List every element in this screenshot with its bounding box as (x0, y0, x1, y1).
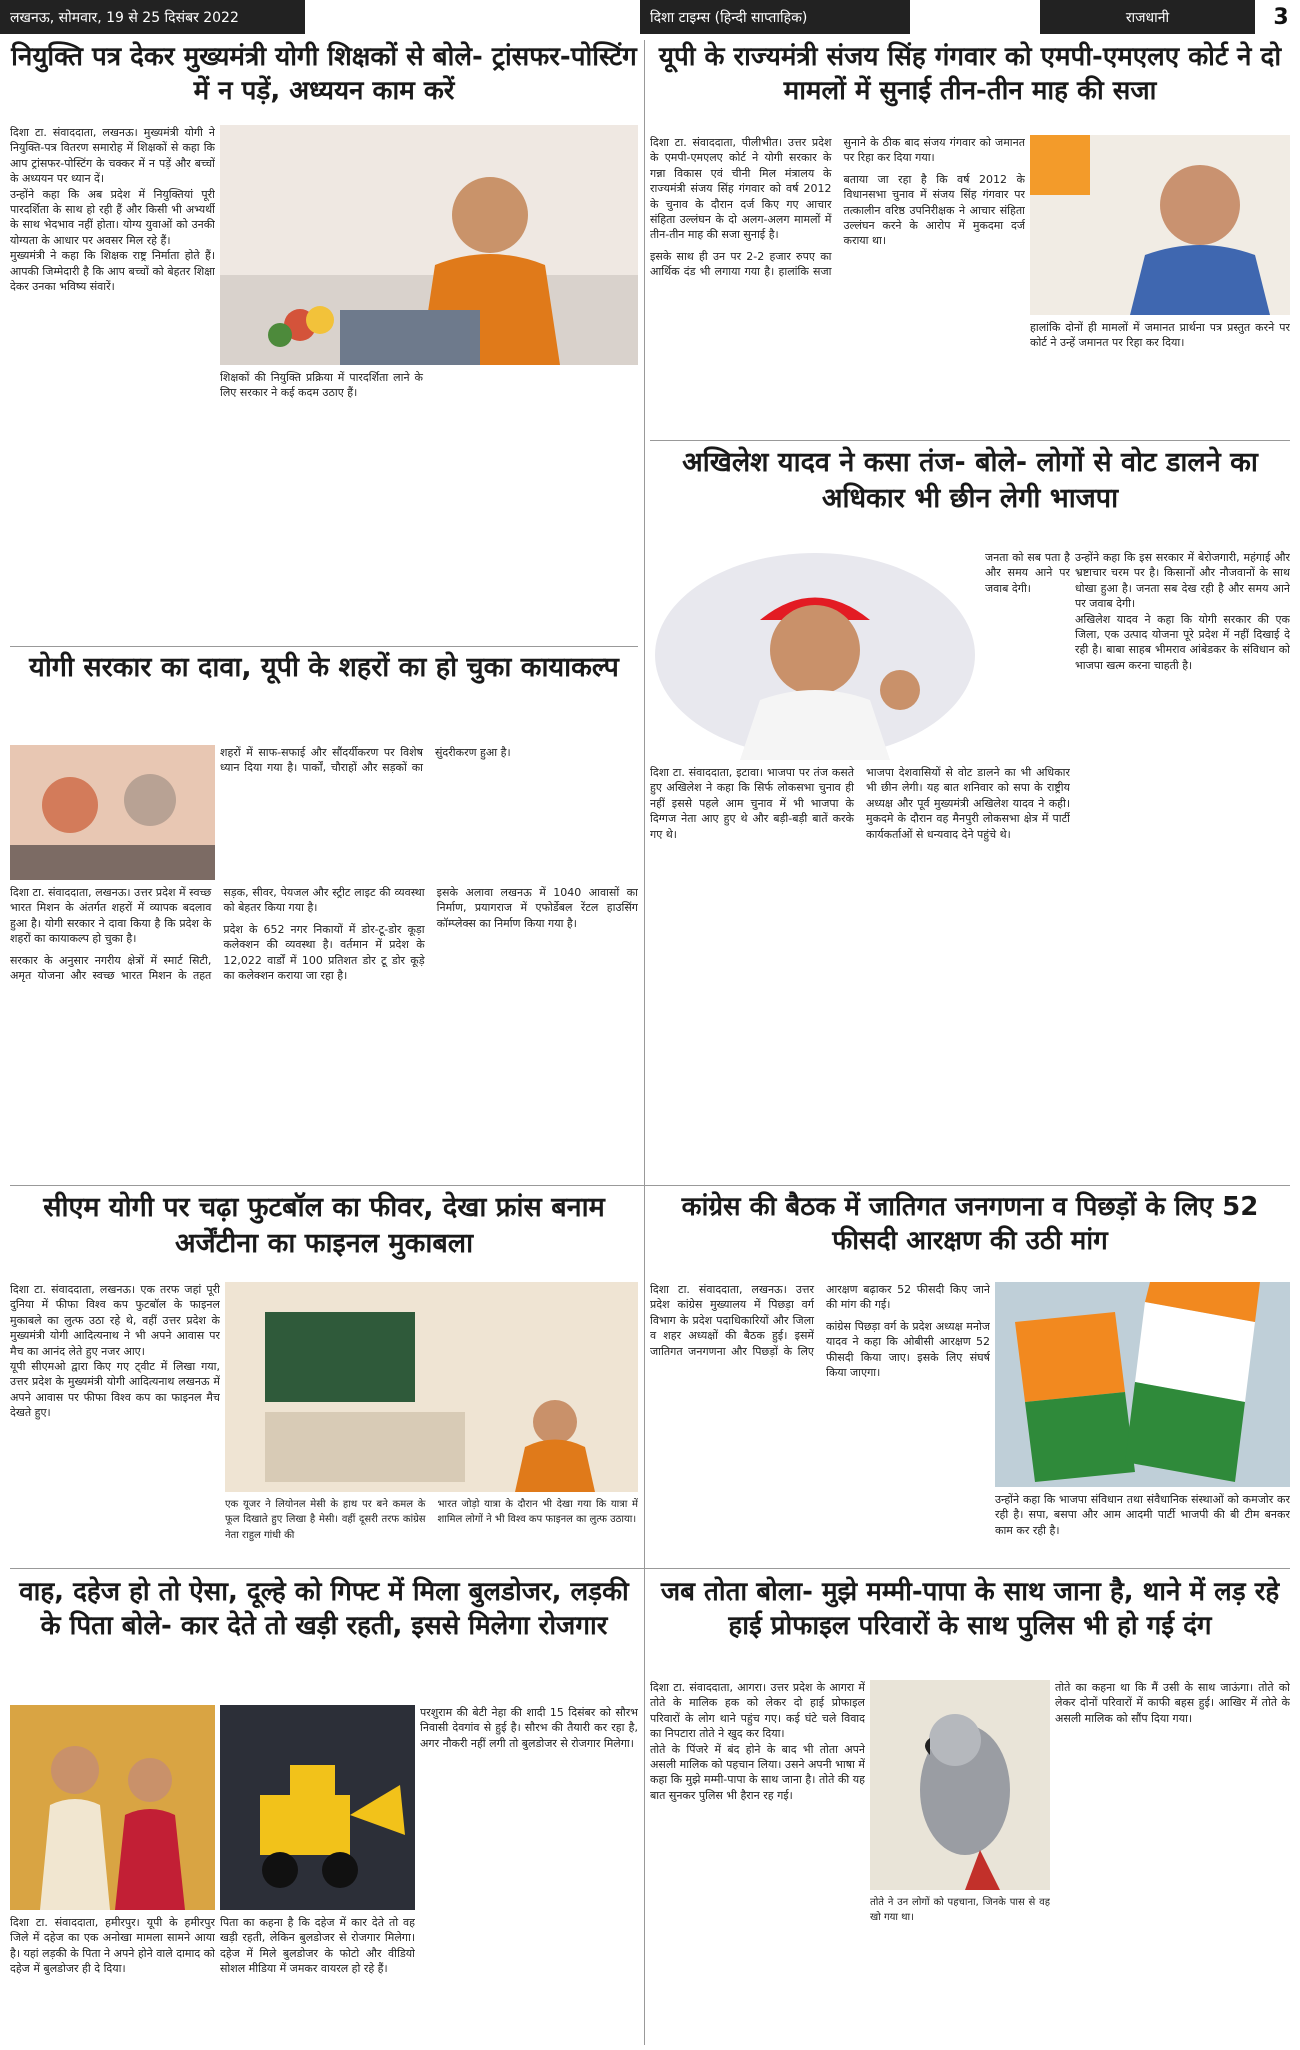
yogi-teachers-para-1: दिशा टा. संवाददाता, लखनऊ। मुख्यमंत्री योगी ने नियुक्ति-पत्र वितरण समारोह में शिक्षकों से कहा कि आप ट्रांसफर-पोस्टिंग के चक्कर में न पड़ें और बच्चों के अध्ययन पर ध्यान दें। (10, 126, 215, 186)
gangwar-para-4: हालांकि दोनों ही मामलों में जमानत प्रार्थना पत्र प्रस्तुत करने पर कोर्ट ने उन्हें जमानत पर रिहा कर दिया। (1030, 321, 1290, 350)
photo-bulldozer (220, 1705, 415, 1910)
yogi-teachers-para-3: मुख्यमंत्री ने कहा कि शिक्षक राष्ट्र निर्माता होते हैं। आपकी जिम्मेदारी है कि आप बच्चों को बेहतर शिक्षा देकर उनका भविष्य संवारें। (10, 249, 215, 294)
bulldozer-para-2: पिता का कहना है कि दहेज में कार देते तो वह खड़ी रहती, लेकिन बुलडोजर से रोजगार मिलेगा। दहेज में मिले बुलडोजर के फोटो और वीडियो सोशल मीडिया में जमकर वायरल हो रहे हैं। (220, 1916, 415, 1976)
headline-gangwar: यूपी के राज्यमंत्री संजय सिंह गंगवार को एमपी-एमएलए कोर्ट ने दो मामलों में सुनाई तीन-तीन माह की सजा (658, 42, 1282, 107)
page-number: 3 (1273, 4, 1289, 30)
gangwar-para-1: दिशा टा. संवाददाता, पीलीभीत। उत्तर प्रदेश के एमपी-एमएलए कोर्ट ने योगी सरकार के गन्ना विकास एवं चीनी मिल मंत्रालय के राज्यमंत्री संजय सिंह गंगवार को वर्ष 2012 के चुनाव के दौरान दर्ज किए गए आचार संहिता उल्लंघन के दो अलग-अलग मामलों में तीन-तीन माह की सजा सुनाई है। (650, 136, 832, 242)
congress-para-2: कांग्रेस पिछड़ा वर्ग के प्रदेश अध्यक्ष मनोज यादव ने कहा कि ओबीसी आरक्षण 52 फीसदी किया जाए। इसके लिए संघर्ष किया जाएगा। (826, 1319, 990, 1380)
story-parrot-col2 (870, 1895, 1050, 2045)
story-football-header (10, 1190, 638, 1275)
headline-congress: कांग्रेस की बैठक में जातिगत जनगणना व पिछड़ों के लिए 52 फीसदी आरक्षण की उठी मांग (681, 1192, 1259, 1257)
divider-row-2 (10, 1185, 1290, 1186)
headline-parrot: जब तोता बोला- मुझे मम्मी-पापा के साथ जाना है, थाने में लड़ रहे हाई प्रोफाइल परिवारों के साथ पुलिस भी हो गई दंग (660, 1577, 1280, 1642)
photo-yogi-watching-football (225, 1282, 638, 1492)
story-yogi-teachers-col1 (10, 125, 215, 645)
story-football-col1 (10, 1282, 220, 1562)
divider-row-3 (10, 1568, 1290, 1569)
story-akhilesh-header (650, 445, 1290, 545)
yogi-teachers-para-1-cont: शिक्षकों की नियुक्ति प्रक्रिया में पारदर्शिता लाने के लिए सरकार ने कई कदम उठाए हैं। (220, 371, 423, 400)
photo-parrot-illustration (870, 1680, 1050, 1890)
gangwar-para-3: बताया जा रहा है कि वर्ष 2012 के विधानसभा चुनाव में संजय सिंह गंगवार पर तत्कालीन वरिष्ठ उपनिरीक्षक ने आचार संहिता उल्लंघन करने के आरोप में मुकदमा दर्ज कराया था। (843, 172, 1025, 248)
column-divider-center (644, 40, 645, 2045)
headline-akhilesh: अखिलेश यादव ने कसा तंज- बोले- लोगों से वोट डालने का अधिकार भी छीन लेगी भाजपा (682, 447, 1258, 514)
masthead-center (640, 0, 910, 34)
parrot-para-1: दिशा टा. संवाददाता, आगरा। उत्तर प्रदेश के आगरा में तोते के मालिक हक को लेकर दो हाई प्रोफाइल परिवारों के लोग थाने पहुंच गए। कई घंटे चले विवाद का निपटारा तोते ने खुद कर दिया। (650, 1681, 865, 1741)
headline-football: सीएम योगी पर चढ़ा फुटबॉल का फीवर, देखा फ्रांस बनाम अर्जेंटीना का फाइनल मुकाबला (43, 1192, 605, 1259)
photo-parrot (870, 1680, 1050, 1890)
masthead-date: लखनऊ, सोमवार, 19 से 25 दिसंबर 2022 (10, 9, 239, 26)
cities-top-text: शहरों में साफ-सफाई और सौंदर्यीकरण पर विशेष ध्यान दिया गया है। पार्कों, चौराहों और सड़कों का सुंदरीकरण हुआ है। (220, 746, 511, 775)
gangwar-para-2: इसके साथ ही उन पर 2-2 हजार रुपए का आर्थिक दंड भी लगाया गया है। हालांकि सजा सुनाने के ठीक बाद संजय गंगवार को जमानत पर रिहा कर दिया गया। (650, 136, 1025, 279)
photo-congress-flags (995, 1282, 1290, 1487)
masthead-paper-name: दिशा टाइम्स (हिन्दी साप्ताहिक) (650, 9, 808, 26)
cities-para-3: प्रदेश के 652 नगर निकायों में डोर-टू-डोर कूड़ा कलेक्शन की व्यवस्था है। वर्तमान में प्रदेश के 12,022 वार्डों में 100 प्रतिशत डोर टू डोर कूड़े का कलेक्शन कराया जा रहा है। (223, 922, 425, 983)
congress-para-1: दिशा टा. संवाददाता, लखनऊ। उत्तर प्रदेश कांग्रेस मुख्यालय में पिछड़ा वर्ग विभाग के प्रदेश पदाधिकारियों और जिला व शहर अध्यक्षों की बैठक हुई। इसमें जातिगत जनगणना और पिछड़ों के लिए आरक्षण बढ़ाकर 52 फीसदी किए जाने की मांग की गई। (650, 1283, 990, 1358)
story-cities-top-cols (220, 745, 638, 880)
story-parrot-header (650, 1575, 1290, 1670)
football-caption-left: एक यूजर ने लियोनल मेसी के हाथ पर बने कमल के फूल दिखाते हुए लिखा है मेसी। वहीं दूसरी तरफ कांग्रेस नेता राहुल गांधी की (225, 1499, 426, 1541)
photo-akhilesh-yadav (650, 550, 980, 760)
football-caption-right: भारत जोड़ो यात्रा के दौरान भी देखा गया कि यात्रा में शामिल लोगों ने भी विश्व कप फाइनल का लुत्फ उठाया। (437, 1499, 638, 1526)
divider-right-1 (650, 440, 1290, 441)
headline-bulldozer: वाह, दहेज हो तो ऐसा, दूल्हे को गिफ्ट में मिला बुलडोजर, लड़की के पिता बोले- कार देते तो खड़ी रहती, इससे मिलेगा रोजगार (19, 1577, 629, 1642)
parrot-para-3: तोते का कहना था कि मैं उसी के साथ जाऊंगा। तोते को लेकर दोनों परिवारों में काफी बहस हुई। आखिर में तोते के असली मालिक को सौंप दिया गया। (1055, 1681, 1290, 1725)
story-yogi-teachers-cols (220, 370, 638, 645)
masthead-right (1040, 0, 1255, 34)
parrot-para-2: तोते के पिंजरे में बंद होने के बाद भी तोता अपने असली मालिक को पहचान लिया। उसने अपनी भाषा में कहा कि मुझे मम्मी-पापा के साथ जाना है। तोते की यह बात सुनकर पुलिस भी हैरान रह गई। (650, 1742, 865, 1802)
cities-para-4: इसके अलावा लखनऊ में 1040 आवासों का निर्माण, प्रयागराज में एफोर्डेबल रेंटल हाउसिंग कॉम्प्लेक्स का निर्माण किया गया है। (436, 886, 638, 930)
akhilesh-para-2: भाजपा देशवासियों से वोट डालने का भी अधिकार भी छीन लेगी। यह बात शनिवार को सपा के राष्ट्रीय अध्यक्ष और पूर्व मुख्यमंत्री अखिलेश यादव ने कही। मुकदमे के दौरान वह मैनपुरी लोकसभा क्षेत्र में पार्टी कार्यकर्ताओं से धन्यवाद देने पहुंचे थे। (866, 766, 1070, 841)
photo-sanjay-gangwar-illustration (1030, 135, 1290, 315)
cities-para-2: सरकार के अनुसार नगरीय क्षेत्रों में स्मार्ट सिटी, अमृत योजना और स्वच्छ भारत मिशन के तहत सड़क, सीवर, पेयजल और स्ट्रीट लाइट की व्यवस्था को बेहतर किया गया है। (10, 886, 425, 983)
story-bulldozer-col1 (10, 1915, 215, 2045)
akhilesh-para-1: दिशा टा. संवाददाता, इटावा। भाजपा पर तंज कसते हुए अखिलेश ने कहा कि सिर्फ लोकसभा चुनाव ही नहीं इससे पहले आम चुनाव में भी भाजपा के दिग्गज नेता आए हुए थे और बड़ी-बड़ी बातें करके गए थे। (650, 766, 854, 841)
cities-para-1: दिशा टा. संवाददाता, लखनऊ। उत्तर प्रदेश में स्वच्छ भारत मिशन के अंतर्गत शहरों में व्यापक बदलाव हुआ है। योगी सरकार ने दावा किया है कि प्रदेश के शहरों का कायाकल्प हो चुका है। (10, 886, 212, 946)
bulldozer-para-1: दिशा टा. संवाददाता, हमीरपुर। यूपी के हमीरपुर जिले में दहेज का एक अनोखा मामला सामने आया है। यहां लड़की के पिता ने अपने होने वाले दामाद को दहेज में बुलडोजर ही दे दिया। (10, 1916, 215, 1976)
photo-yogi-speech-illustration (220, 125, 638, 365)
story-cities-body (10, 885, 638, 1180)
photo-city-cleanliness (10, 745, 215, 880)
story-yogi-teachers-header (10, 40, 638, 120)
akhilesh-para-3: उन्होंने कहा कि इस सरकार में बेरोजगारी, महंगाई और भ्रष्टाचार चरम पर है। किसानों और नौजवानों के साथ धोखा हुआ है। जनता सब देख रही है और समय आने पर जवाब देगी। (1075, 551, 1290, 611)
story-akhilesh-col-right (1075, 550, 1290, 1180)
story-parrot-col3 (1055, 1680, 1290, 2045)
photo-wedding-couple (10, 1705, 215, 1910)
story-gangwar-col-right (1030, 320, 1290, 435)
story-akhilesh-col-narrow (985, 550, 1070, 760)
story-bulldozer-header (10, 1575, 638, 1700)
football-para-1: दिशा टा. संवाददाता, लखनऊ। एक तरफ जहां पूरी दुनिया में फीफा विश्व कप फुटबॉल के फाइनल मुकाबले का लुत्फ उठा रहे थे, वहीं उत्तर प्रदेश के मुख्यमंत्री योगी आदित्यनाथ ने भी अपने आवास पर मैच का आनंद लेते हुए नजर आए। (10, 1283, 220, 1358)
story-parrot-col1 (650, 1680, 865, 2045)
photo-yogi-speech (220, 125, 638, 365)
headline-cities: योगी सरकार का दावा, यूपी के शहरों का हो चुका कायाकल्प (29, 652, 619, 683)
story-football-captions (225, 1497, 638, 1562)
akhilesh-para-4: अखिलेश यादव ने कहा कि योगी सरकार की एक जिला, एक उत्पाद योजना पूरे प्रदेश में नहीं दिखाई दे रही है। बाबा साहब भीमराव आंबेडकर के संविधान को भाजपा खत्म करना चाहती है। (1075, 612, 1290, 672)
masthead-left (0, 0, 305, 34)
story-cities-header (10, 650, 638, 740)
photo-congress-flags-illustration (995, 1282, 1290, 1487)
story-bulldozer-col2 (220, 1915, 415, 2045)
photo-city-cleanliness-illustration (10, 745, 215, 880)
football-para-2: यूपी सीएमओ द्वारा किए गए ट्वीट में लिखा गया, उत्तर प्रदेश के मुख्यमंत्री योगी आदित्यनाथ लखनऊ में अपने आवास पर फीफा विश्व कप का फाइनल मैच देखते हुए। (10, 1360, 220, 1420)
story-akhilesh-body (650, 765, 1070, 1180)
story-bulldozer-col3 (420, 1705, 638, 2045)
photo-yogi-watching-football-illustration (225, 1282, 638, 1492)
masthead-section: राजधानी (1125, 9, 1170, 26)
congress-para-3: उन्होंने कहा कि भाजपा संविधान तथा संवैधानिक संस्थाओं को कमजोर कर रही है। सपा, बसपा और आम आदमी पार्टी भाजपी की बी टीम बनकर काम कर रही है। (995, 1493, 1290, 1537)
bulldozer-para-3: परशुराम की बेटी नेहा की शादी 15 दिसंबर को सौरभ निवासी देवगांव से हुई है। सौरभ की तैयारी कर रहा है, अगर नौकरी नहीं लगी तो बुलडोजर से रोजगार मिलेगा। (420, 1706, 638, 1750)
photo-akhilesh-yadav-illustration (650, 550, 980, 760)
yogi-teachers-para-2: उन्होंने कहा कि अब प्रदेश में नियुक्तियां पूरी पारदर्शिता के साथ हो रही हैं और किसी भी अभ्यर्थी के साथ भेदभाव नहीं होता। योग्य युवाओं को उनकी योग्यता के आधार पर अवसर मिल रहे हैं। (10, 187, 215, 247)
photo-sanjay-gangwar (1030, 135, 1290, 315)
story-congress-body (650, 1282, 990, 1562)
parrot-caption: तोते ने उन लोगों को पहचाना, जिनके पास से वह खो गया था। (870, 1897, 1050, 1924)
divider-left-1 (10, 646, 638, 647)
photo-wedding-couple-illustration (10, 1705, 215, 1910)
story-congress-header (650, 1190, 1290, 1275)
story-congress-col-right (995, 1492, 1290, 1562)
akhilesh-col-narrow-text: जनता को सब पता है और समय आने पर जवाब देगी। (985, 551, 1070, 595)
story-gangwar-header (650, 40, 1290, 130)
story-gangwar-body (650, 135, 1025, 435)
headline-yogi-teachers: नियुक्ति पत्र देकर मुख्यमंत्री योगी शिक्षकों से बोले- ट्रांसफर-पोस्टिंग में न पड़ें, अध्ययन काम करें (11, 42, 637, 107)
photo-bulldozer-illustration (220, 1705, 415, 1910)
